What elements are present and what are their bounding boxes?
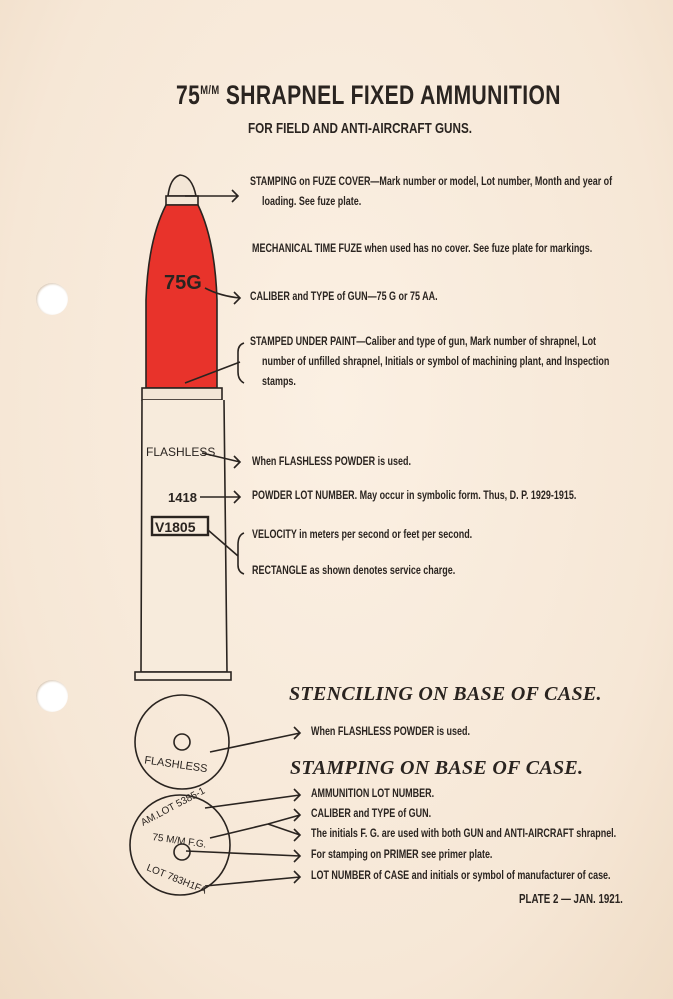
- rotating-band: [142, 388, 222, 400]
- annotation-under-paint-end: stamps.: [262, 376, 296, 388]
- leader-line: [210, 809, 300, 841]
- velocity-marking: V1805: [155, 519, 196, 535]
- stenciling-note: When FLASHLESS POWDER is used.: [311, 726, 470, 738]
- page-subtitle: FOR FIELD AND ANTI-AIRCRAFT GUNS.: [248, 120, 473, 137]
- leader-line: [210, 727, 300, 752]
- annotation-under-paint-cont: number of unfilled shrapnel, Initials or symbol of machining plant, and Inspection: [262, 356, 610, 368]
- stamping-heading: STAMPING ON BASE OF CASE.: [290, 757, 584, 779]
- title-unit: M/M: [200, 83, 220, 97]
- caliber-marking: 75G: [164, 272, 202, 294]
- stamping-item: For stamping on PRIMER see primer plate.: [311, 849, 493, 861]
- plate-footer: PLATE 2 — JAN. 1921.: [519, 892, 623, 906]
- annotation-time-fuze: MECHANICAL TIME FUZE when used has no cover. See fuze plate for markings.: [252, 243, 593, 255]
- case-rim: [135, 672, 231, 680]
- powder-lot-marking: 1418: [168, 490, 197, 505]
- annotation-caliber: CALIBER and TYPE of GUN—75 G or 75 AA.: [250, 291, 438, 303]
- projectile-body: [146, 205, 217, 388]
- annotation-rectangle: RECTANGLE as shown denotes service charge.: [252, 565, 456, 577]
- fuze-cover: [168, 175, 196, 196]
- stamping-item: The initials F. G. are used with both GUN and ANTI-AIRCRAFT shrapnel.: [311, 828, 617, 840]
- leader-line: [205, 871, 300, 886]
- title-prefix: 75: [176, 80, 201, 110]
- case-lot-marking: LOT 783H1FA: [144, 862, 209, 897]
- annotation-velocity: VELOCITY in meters per second or feet per second.: [252, 529, 473, 541]
- leader-line: [205, 789, 300, 808]
- stamping-item: LOT NUMBER of CASE and initials or symbol of manufacturer of case.: [311, 870, 611, 882]
- leader-line: [186, 850, 300, 862]
- primer-circle: [174, 734, 190, 750]
- annotation-powder-lot: POWDER LOT NUMBER. May occur in symbolic form. Thus, D. P. 1929-1915.: [252, 490, 577, 502]
- title-main: SHRAPNEL FIXED AMMUNITION: [225, 80, 561, 110]
- annotation-fuze-cover: STAMPING on FUZE COVER—Mark number or model, Lot number, Month and year of: [250, 176, 613, 188]
- annotation-under-paint: STAMPED UNDER PAINT—Caliber and type of gun, Mark number of shrapnel, Lot: [250, 336, 597, 348]
- stenciling-heading: STENCILING ON BASE OF CASE.: [289, 683, 602, 705]
- ammo-lot-marking: AM.LOT 5385-1: [139, 785, 208, 829]
- caliber-stamp-marking: 75 M/M F.G.: [151, 832, 208, 851]
- stamping-item: CALIBER and TYPE of GUN.: [311, 808, 432, 820]
- annotation-flashless: When FLASHLESS POWDER is used.: [252, 456, 411, 468]
- stamping-item: AMMUNITION LOT NUMBER.: [311, 788, 435, 800]
- flashless-marking: FLASHLESS: [146, 445, 216, 459]
- base-flashless-marking: FLASHLESS: [143, 754, 209, 776]
- annotation-fuze-cover-cont: loading. See fuze plate.: [262, 196, 362, 208]
- fuze-band: [166, 196, 198, 205]
- base-of-case-stenciling: [135, 695, 229, 789]
